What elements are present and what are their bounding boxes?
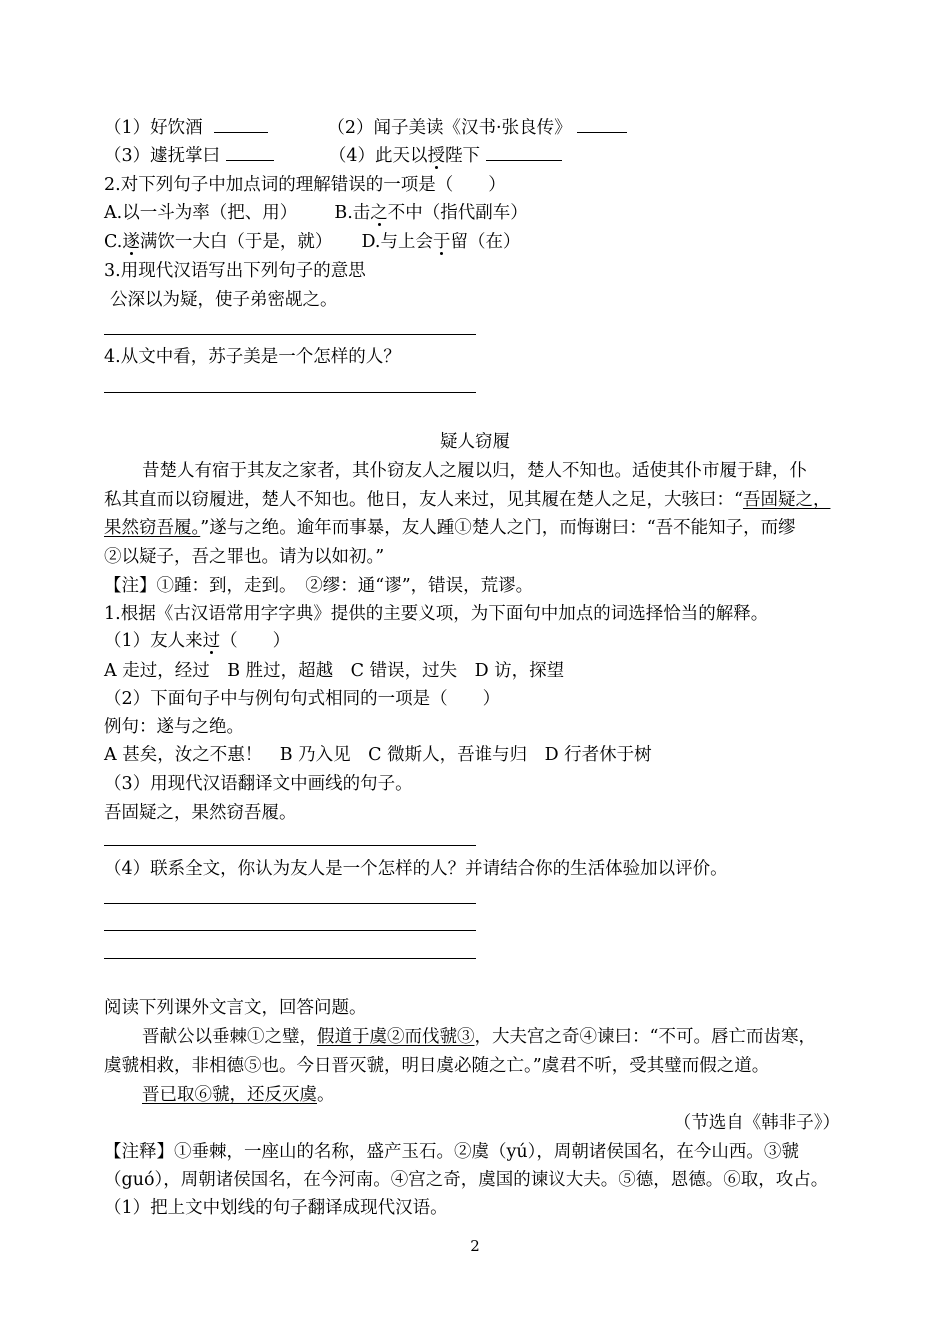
answer-line[interactable]: [104, 845, 476, 846]
answer-blank[interactable]: [486, 144, 562, 161]
q1-items-row1: [104, 116, 627, 140]
answer-line[interactable]: [104, 392, 476, 393]
dotted-char: 之: [370, 203, 388, 223]
passage-title: 疑人窃履: [440, 432, 510, 452]
q2-options-cd: [104, 230, 520, 254]
page-number: 2: [470, 1237, 480, 1255]
passage-line: [142, 1083, 335, 1107]
q2-options-ab: [104, 201, 528, 225]
q1-item-1: （1）好饮酒: [104, 118, 203, 138]
example-sentence: 例句：遂与之绝。: [104, 717, 244, 737]
question-2: 2.对下列句子中加点词的理解错误的一项是（ ）: [104, 175, 506, 195]
dotted-char: 于: [432, 232, 451, 252]
sub-question-text: （1）友人来: [104, 631, 203, 651]
passage-line: 昔楚人有宿于其友之家者，其仆窃友人之履以归，楚人不知也。适使其仆市履于肆，仆: [142, 461, 807, 481]
sub-question-1-options: A 走过，经过 B 胜过，超越 C 错误，过失 D 访，探望: [104, 661, 565, 681]
option-b-post: 不中（指代副车）: [387, 203, 528, 223]
underlined-sentence: 假道于虞②而伐虢③: [317, 1027, 475, 1047]
answer-blank[interactable]: [577, 116, 627, 133]
option-c-pre: C.: [104, 232, 123, 252]
answer-line[interactable]: [104, 958, 476, 959]
option-d-post: 留（在）: [450, 232, 521, 252]
answer-line[interactable]: [104, 334, 476, 335]
answer-paren[interactable]: （ ）: [220, 631, 291, 651]
q1-item-3: （3）遽抚掌曰: [104, 146, 221, 166]
question-1: （1）把上文中划线的句子翻译成现代汉语。: [104, 1198, 448, 1218]
sub-question-4: （4）联系全文，你认为友人是一个怎样的人？并请结合你的生活体验加以评价。: [104, 859, 728, 879]
passage-note: （guó），周朝诸侯国名，在今河南。④宫之奇，虞国的谏议大夫。⑤德，恩德。⑥取，攻占。: [104, 1170, 829, 1190]
sub-question-2-options: A 甚矣，汝之不惠！ B 乃入见 C 微斯人，吾谁与归 D 行者休于树: [104, 745, 652, 765]
option-d-pre: D.与上会: [361, 232, 433, 252]
sub-question-1: [104, 629, 290, 653]
question-1: 1.根据《古汉语常用字字典》提供的主要义项，为下面句中加点的词选择恰当的解释。: [104, 604, 769, 624]
section-intro: 阅读下列课外文言文，回答问题。: [104, 998, 367, 1018]
passage-text: ”遂与之绝。逾年而事暴，友人踵①楚人之门，而悔谢曰：“吾不能知子，而缪: [200, 518, 796, 538]
answer-blank[interactable]: [214, 116, 268, 133]
passage-line: [142, 1025, 816, 1049]
underlined-sentence: 吾固疑之，: [742, 490, 831, 510]
passage-text: 私其直而以窃履进，楚人不知也。他日，友人来过，见其履在楚人之足，大骇曰：“: [104, 490, 743, 510]
passage-source: （节选自《韩非子》）: [673, 1113, 840, 1133]
answer-line[interactable]: [104, 930, 476, 931]
answer-line[interactable]: [104, 903, 476, 904]
option-a: A.以一斗为率（把、用）: [104, 203, 298, 223]
passage-line: [104, 516, 796, 540]
underlined-sentence: 果然窃吾履。: [104, 518, 201, 538]
passage-text: 晋献公以垂棘①之璧，: [142, 1027, 317, 1047]
q1-item-2: （2）闻子美读《汉书·张良传》: [327, 118, 572, 138]
question-3: 3.用现代汉语写出下列句子的意思: [104, 261, 366, 281]
dotted-char: 过: [202, 631, 221, 651]
dotted-char: 授: [427, 146, 446, 166]
passage-note: 【注释】①垂棘，一座山的名称，盛产玉石。②虞（yú），周朝诸侯国名，在今山西。③虢: [104, 1142, 799, 1162]
q1-item-4-post: 陛下: [445, 146, 481, 166]
sub-question-3-sentence: 吾固疑之，果然窃吾履。: [104, 803, 297, 823]
passage-text: 。: [317, 1085, 335, 1105]
passage-line: 虞虢相救，非相德⑤也。今日晋灭虢，明日虞必随之亡。”虞君不听，受其璧而假之道。: [104, 1056, 770, 1076]
passage-text: ，大夫宫之奇④谏曰：“不可。唇亡而齿寒，: [474, 1027, 816, 1047]
underlined-sentence: 晋已取⑥虢，还反灭虞: [142, 1085, 317, 1105]
sub-question-2: （2）下面句子中与例句句式相同的一项是（ ）: [104, 689, 501, 709]
q1-items-row2: [104, 144, 562, 168]
answer-blank[interactable]: [226, 144, 274, 161]
question-4: 4.从文中看，苏子美是一个怎样的人？: [104, 347, 401, 367]
option-c-post: 满饮一大白（于是，就）: [139, 232, 333, 252]
passage-line: ②以疑子，吾之罪也。请为以如初。”: [104, 547, 385, 567]
option-b-pre: B.击: [334, 203, 371, 223]
dotted-char: 遂: [122, 232, 140, 252]
passage-note: 【注】①踵：到，走到。 ②缪：通“谬”，错误，荒谬。: [104, 576, 534, 596]
sub-question-3: （3）用现代汉语翻译文中画线的句子。: [104, 774, 413, 794]
passage-line: [104, 488, 830, 512]
q3-sentence: 公深以为疑，使子弟密觇之。: [110, 290, 338, 310]
q1-item-4-pre: （4）此天以: [328, 146, 428, 166]
